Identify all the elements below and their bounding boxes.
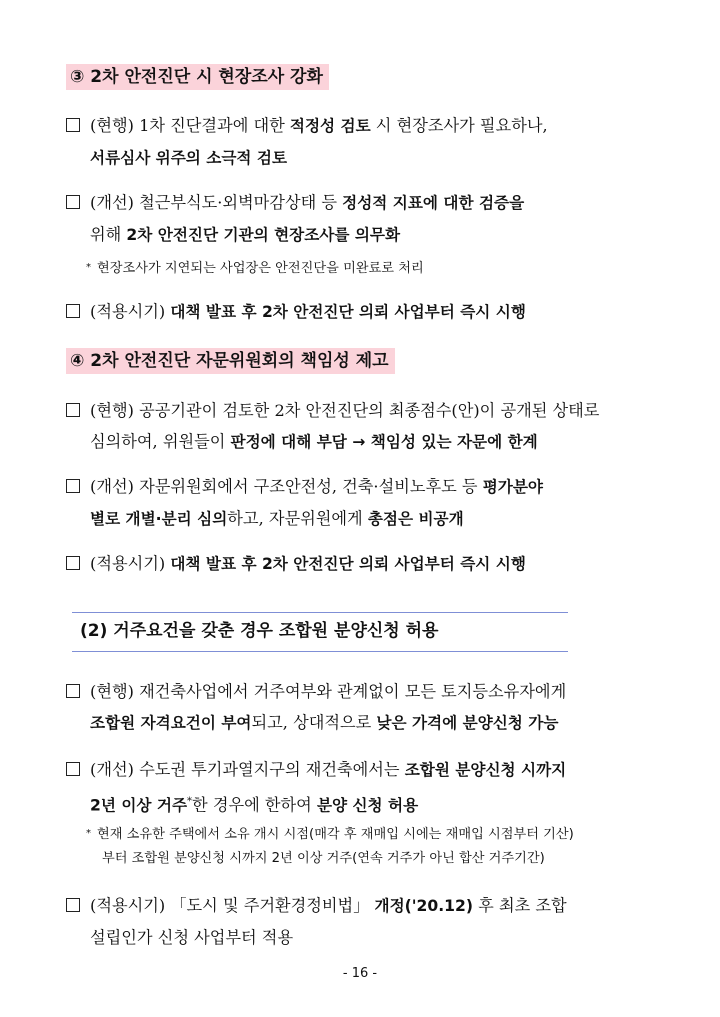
section-heading-3: ③ 2차 안전진단 시 현장조사 강화 [66, 64, 329, 90]
item-text-cont [66, 707, 664, 739]
item-emphasis: 대책 발표 후 2차 안전진단 의뢰 사업부터 즉시 시행 [170, 555, 526, 573]
section-heading-4: ④ 2차 안전진단 자문위원회의 책임성 제고 [66, 348, 395, 374]
item-tag: (적용시기) [90, 302, 166, 321]
footnote-marker: * [187, 796, 193, 807]
checkbox-icon [66, 195, 80, 209]
item-text: 1차 진단결과에 대한 [139, 116, 290, 135]
note-text: 현장조사가 지연되는 사업장은 안전진단을 미완료로 처리 [97, 261, 424, 276]
item-text-cont [66, 426, 664, 458]
item-text-cont: 설립인가 신청 사업부터 적용 [90, 928, 294, 947]
item-emphasis: 별로 개별·분리 심의 [90, 510, 228, 528]
item-emphasis: 2년 이상 거주 [90, 796, 188, 815]
item-text: 수도권 투기과열지구의 재건축에서는 [139, 760, 405, 779]
checkbox-icon [66, 118, 80, 132]
improve-item-p2 [66, 754, 664, 821]
item-emphasis: 분양 신청 허용 [316, 796, 419, 815]
checkbox-icon [66, 556, 80, 570]
item-tag: (현행) [90, 401, 134, 420]
asterisk-icon: * [86, 262, 91, 273]
checkbox-icon [66, 479, 80, 493]
asterisk-icon: * [86, 828, 91, 839]
item-text: 위해 [90, 225, 127, 244]
note-text-cont: 부터 조합원 분양신청 시까지 2년 이상 거주(연속 거주가 아닌 합산 거주기간) [102, 851, 545, 866]
improve-item-3 [66, 187, 664, 251]
item-emphasis: 조합원 분양신청 시까지 [404, 761, 567, 779]
item-text-cont [66, 503, 664, 535]
item-tag: (현행) [90, 682, 134, 701]
item-text-cont [66, 786, 664, 821]
item-emphasis: 서류심사 위주의 소극적 검토 [90, 149, 288, 167]
improve-item-4 [66, 471, 664, 535]
item-text: 철근부식도·외벽마감상태 등 [139, 193, 343, 212]
item-text-cont [66, 142, 664, 174]
item-emphasis: 2차 안전진단 기관의 현장조사를 의무화 [126, 226, 401, 244]
item-tag: (현행) [90, 116, 134, 135]
current-item-4 [66, 395, 664, 458]
item-text: 되고, 상대적으로 [251, 713, 377, 732]
item-text: 공공기관이 검토한 2차 안전진단의 최종점수(안)이 공개된 상태로 [139, 401, 600, 420]
item-emphasis: 조합원 자격요건이 부여 [90, 714, 252, 732]
note-text: 현재 소유한 주택에서 소유 개시 시점(매각 후 재매입 시에는 재매입 시점부터 기산) [97, 827, 574, 842]
item-emphasis: 정성적 지표에 대한 검증을 [342, 194, 525, 212]
item-emphasis: 평가분야 [482, 478, 543, 496]
checkbox-icon [66, 304, 80, 318]
item-tag: (적용시기) [90, 896, 166, 915]
item-tag: (적용시기) [90, 554, 166, 573]
checkbox-icon [66, 403, 80, 417]
item-text: 후 최초 조합 [473, 896, 567, 915]
item-emphasis: 대책 발표 후 2차 안전진단 의뢰 사업부터 즉시 시행 [170, 303, 526, 321]
current-item-p2 [66, 676, 664, 739]
item-tag: (개선) [90, 193, 134, 212]
item-tag: (개선) [90, 760, 134, 779]
item-text: 하고, 자문위원에게 [227, 509, 368, 528]
apply-item-3 [66, 296, 664, 328]
item-emphasis: 적정성 검토 [289, 117, 371, 135]
item-emphasis: 총점은 비공개 [367, 510, 464, 528]
item-tag: (개선) [90, 477, 134, 496]
note-p2 [86, 822, 664, 871]
item-emphasis: 판정에 대해 부담 → 책임성 있는 자문에 한계 [230, 433, 538, 451]
item-text: 자문위원회에서 구조안전성, 건축·설비노후도 등 [139, 477, 483, 496]
item-text: 「도시 및 주거환경정비법」 [170, 896, 375, 915]
item-text: 한 경우에 한하여 [192, 795, 317, 815]
apply-item-4 [66, 548, 664, 580]
item-emphasis: 낮은 가격에 분양신청 가능 [376, 714, 559, 732]
page-number: - 16 - [342, 966, 378, 981]
item-text: 재건축사업에서 거주여부와 관계없이 모든 토지등소유자에게 [139, 682, 567, 701]
item-text: 시 현장조사가 필요하나, [370, 116, 548, 135]
checkbox-icon [66, 684, 80, 698]
note-3 [86, 256, 664, 281]
item-text: 심의하여, 위원들이 [90, 432, 231, 451]
apply-item-p2 [66, 890, 664, 953]
item-emphasis: 개정('20.12) [374, 897, 474, 915]
item-text-cont [66, 219, 664, 251]
checkbox-icon [66, 762, 80, 776]
part-2-title: (2) 거주요건을 갖춘 경우 조합원 분양신청 허용 [72, 612, 568, 652]
checkbox-icon [66, 898, 80, 912]
current-item-3 [66, 110, 664, 174]
